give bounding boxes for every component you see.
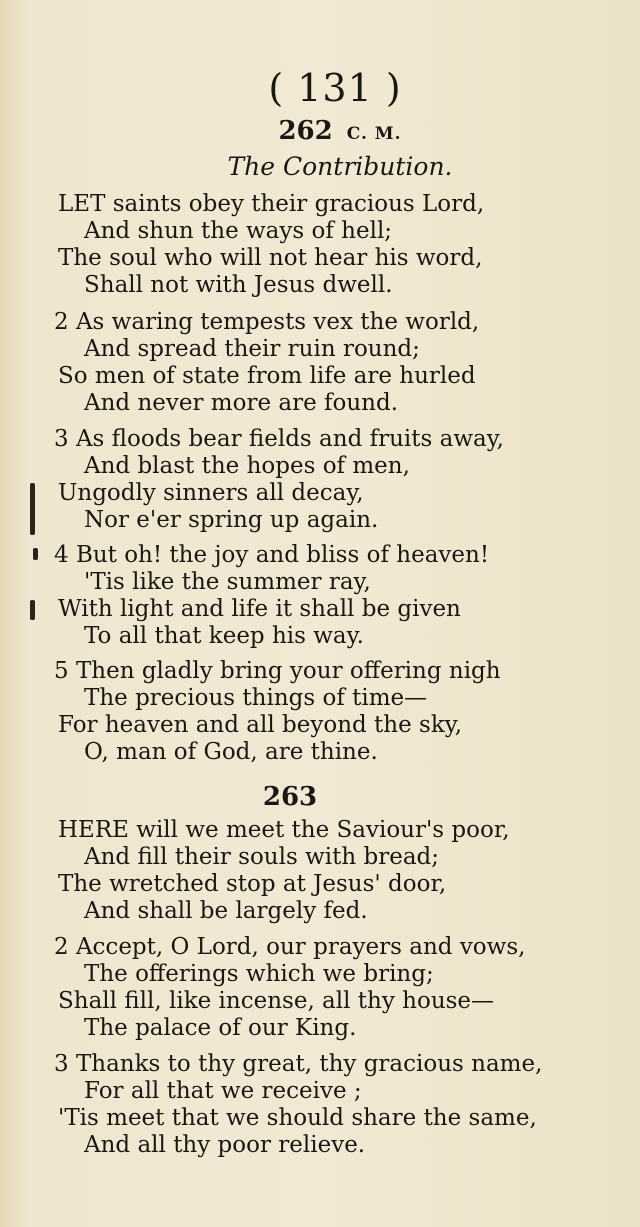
margin-mark: [33, 548, 38, 560]
verse-line: Ungodly sinners all decay,: [58, 480, 364, 506]
verse-line: And all thy poor relieve.: [84, 1132, 366, 1158]
verse-line: 'Tis meet that we should share the same,: [58, 1105, 537, 1131]
hymn-262-header: [0, 116, 640, 146]
verse-line: For all that we receive ;: [84, 1078, 362, 1104]
verse-line: Shall fill, like incense, all thy house—: [58, 988, 495, 1014]
verse-line: For heaven and all beyond the sky,: [58, 712, 463, 738]
verse-line: With light and life it shall be given: [58, 596, 461, 622]
verse-line: The precious things of time—: [84, 685, 428, 711]
verse-line: LET saints obey their gracious Lord,: [58, 191, 485, 217]
verse-line: Nor e'er spring up again.: [84, 507, 379, 533]
verse-line: To all that keep his way.: [84, 623, 364, 649]
verse-line: The wretched stop at Jesus' door,: [58, 871, 447, 897]
verse-line: HERE will we meet the Saviour's poor,: [58, 817, 510, 843]
verse-line: 3 As floods bear fields and fruits away,: [54, 426, 504, 452]
verse-line: Shall not with Jesus dwell.: [84, 272, 393, 298]
hymn-number: 263: [262, 782, 318, 812]
verse-line: 2 As waring tempests vex the world,: [54, 309, 480, 335]
hymn-number: 262: [278, 116, 333, 146]
margin-mark: [30, 600, 35, 620]
verse-line: 5 Then gladly bring your offering nigh: [54, 658, 501, 684]
verse-line: And blast the hopes of men,: [84, 453, 410, 479]
verse-line: The palace of our King.: [84, 1015, 357, 1041]
page-number: ( 131 ): [268, 66, 402, 110]
verse-line: O, man of God, are thine.: [84, 739, 378, 765]
verse-line: The offerings which we bring;: [84, 961, 434, 987]
verse-line: And shun the ways of hell;: [84, 218, 393, 244]
verse-line: So men of state from life are hurled: [58, 363, 476, 389]
verse-line: And shall be largely fed.: [84, 898, 368, 924]
verse-line: 4 But oh! the joy and bliss of heaven!: [54, 542, 490, 568]
verse-line: 'Tis like the summer ray,: [84, 569, 371, 595]
hymn-meter: C. M.: [346, 124, 402, 144]
hymn-title: The Contribution.: [227, 152, 453, 181]
verse-line: And fill their souls with bread;: [84, 844, 440, 870]
verse-line: And never more are found.: [84, 390, 399, 416]
verse-line: 2 Accept, O Lord, our prayers and vows,: [54, 934, 526, 960]
verse-line: And spread their ruin round;: [84, 336, 420, 362]
margin-mark: [30, 483, 35, 535]
hymn-263-header: [0, 782, 580, 812]
verse-line: 3 Thanks to thy great, thy gracious name,: [54, 1051, 543, 1077]
verse-line: The soul who will not hear his word,: [58, 245, 483, 271]
